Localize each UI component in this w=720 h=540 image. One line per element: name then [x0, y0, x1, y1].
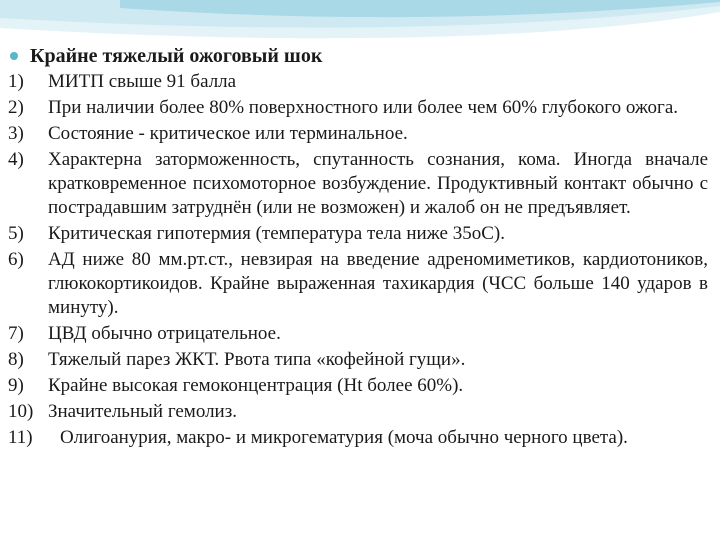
- item-number: 8): [8, 349, 24, 370]
- item-text: Критическая гипотермия (температура тела ниже 35оС).: [48, 223, 505, 244]
- list-item: [8, 348, 708, 372]
- slide-title: Крайне тяжелый ожоговый шок: [30, 45, 323, 67]
- item-text: При наличии более 80% поверхностного или более чем 60% глубокого ожога.: [48, 97, 679, 118]
- item-text: Значительный гемолиз.: [48, 401, 237, 422]
- item-text: МИТП свыше 91 балла: [48, 71, 237, 92]
- bullet-icon: [10, 52, 18, 60]
- item-text: Характерна заторможенность, спутанность сознания, кома. Иногда вначале кратковременное психомоторное возбуждение. Продуктивный контакт обычно с пострадавшим затруднён (или не возможен) и жалоб он не предъявляет.: [48, 149, 708, 218]
- header-wave-decoration: [0, 0, 720, 48]
- list-item: [8, 374, 708, 398]
- item-text: ЦВД обычно отрицательное.: [48, 323, 281, 344]
- list-item: [8, 70, 708, 94]
- item-number: 7): [8, 323, 24, 344]
- list-item: [8, 222, 708, 246]
- list-item: [8, 122, 708, 146]
- item-text: Тяжелый парез ЖКТ. Рвота типа «кофейной гущи».: [48, 349, 466, 370]
- list-item: [8, 426, 708, 450]
- item-number: 1): [8, 71, 24, 92]
- item-number: 10): [8, 401, 34, 422]
- list-item: [8, 96, 708, 120]
- item-text: Крайне высокая гемоконцентрация (Ht более 60%).: [48, 375, 464, 396]
- numbered-list: [8, 70, 708, 450]
- item-number: 5): [8, 223, 24, 244]
- item-text: АД ниже 80 мм.рт.ст., невзирая на введение адреномиметиков, кардиотоников, глюкокортикоидов. Крайне выраженная тахикардия (ЧСС больше 140 ударов в минуту).: [48, 249, 708, 318]
- item-number: 9): [8, 375, 24, 396]
- item-number: 4): [8, 149, 24, 170]
- list-item: [8, 400, 708, 424]
- item-number: 11): [8, 427, 33, 448]
- item-number: 3): [8, 123, 24, 144]
- list-item: [8, 322, 708, 346]
- slide-content: [8, 44, 708, 450]
- list-item: [8, 248, 708, 320]
- slide-title-row: [10, 44, 708, 68]
- item-text: Олигоанурия, макро- и микрогематурия (моча обычно черного цвета).: [60, 427, 628, 448]
- item-text: Состояние - критическое или терминальное.: [48, 123, 408, 144]
- item-number: 2): [8, 97, 24, 118]
- item-number: 6): [8, 249, 24, 270]
- list-item: [8, 148, 708, 220]
